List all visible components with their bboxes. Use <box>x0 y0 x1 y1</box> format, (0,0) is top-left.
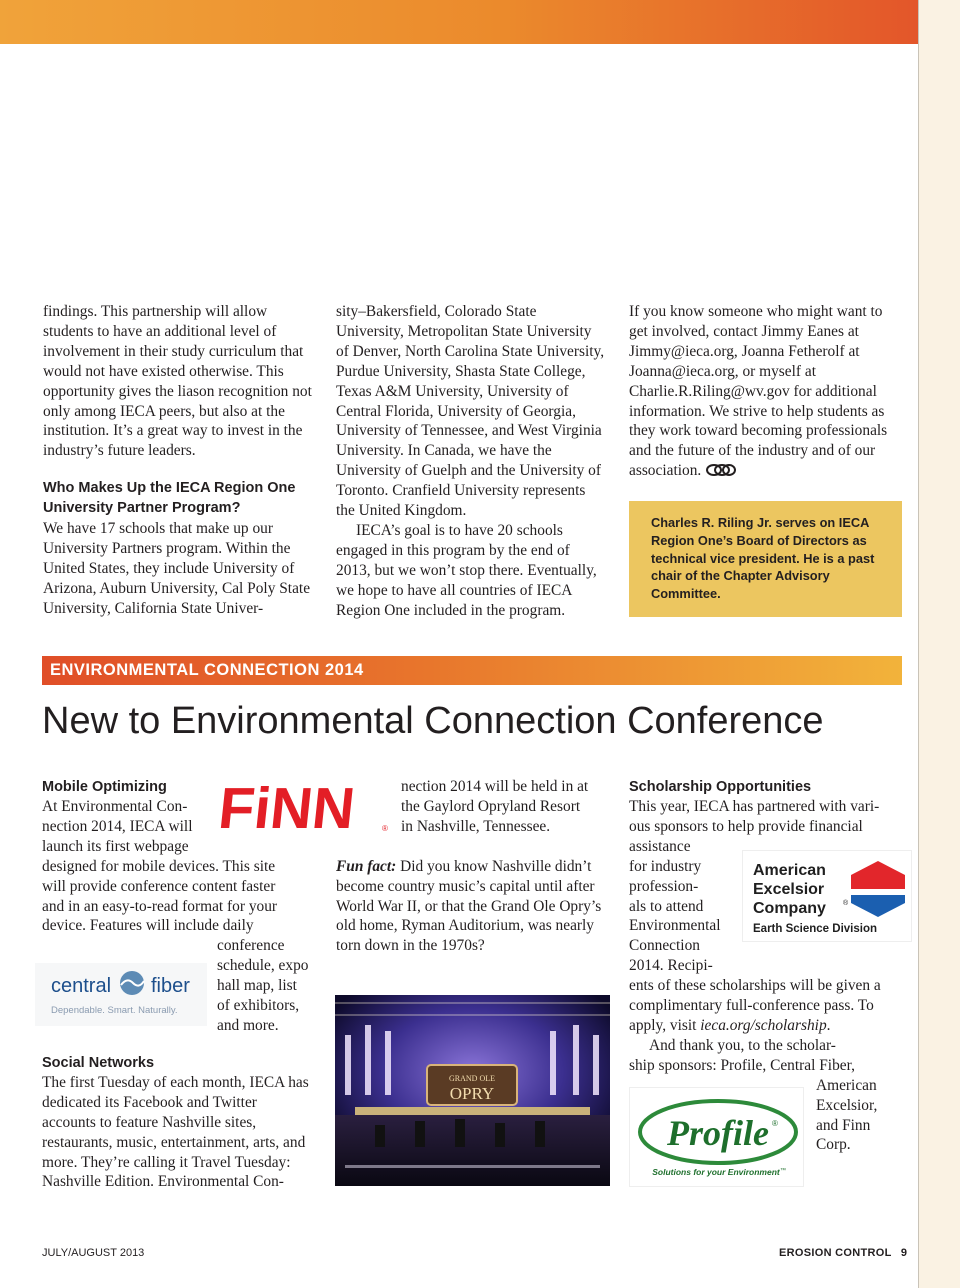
mobile-line: launch its first webpage <box>42 837 189 855</box>
ieca-end-mark-icon <box>705 464 737 476</box>
paragraph-text: If you know someone who might want to get involved, contact Jimmy Eanes at Jimmy@ieca.org, Joanna Fetherolf at Joanna@ieca.org, or myself at Charlie.R.Riling@wv.gov for additional information. We strive to help students as they work toward becoming professionals and the future of the industry and of our association. <box>629 303 888 480</box>
venue-line: the Gaylord Opryland Resort <box>401 797 581 815</box>
aec-line-3: Company <box>753 900 826 917</box>
scholar-line: complimentary full-conference pass. To <box>629 997 874 1015</box>
fiber-wordmark: fiber <box>151 975 190 997</box>
mobile-line: nection 2014, IECA will <box>42 817 193 835</box>
social-text: The first Tuesday of each month, IECA has dedicated its Facebook and Twitter accounts to feature Nashville sites, restaurants, music, entertainment, arts, and more. They’re calling it Travel Tuesday: Nashville Edition. Environmental Con- <box>42 1073 309 1191</box>
mobile-line: hall map, list <box>217 977 297 995</box>
profile-tagline: Solutions for your Environment <box>652 1167 780 1177</box>
mobile-line: and more. <box>217 1016 279 1034</box>
venue-line: in Nashville, Tennessee. <box>401 817 551 835</box>
profile-logo-graphic <box>630 1088 803 1186</box>
mobile-line: schedule, expo <box>217 957 309 975</box>
header-color-bar <box>0 0 918 44</box>
finn-wordmark: FiNN <box>220 781 358 835</box>
thanks-line: American <box>816 1076 877 1094</box>
mobile-line: At Environmental Con- <box>42 798 188 815</box>
apply-line: apply, visit ieca.org/scholarship. <box>629 1016 831 1034</box>
aec-line-1: American <box>753 862 826 879</box>
top-column-2 <box>336 302 608 621</box>
paragraph: findings. This partnership will allow students to have an additional level of involvement in their study curriculum that would not have existed otherwise. This opportunity gives the liason recognition not only among IECA peers, but also at the institution. It’s a great way to invest in the industry’s future leaders. <box>43 303 312 460</box>
author-bio-text: Charles R. Riling Jr. serves on IECA Region One’s Board of Directors as technical vice president. He is a past chair of the Chapter Advisory Committee. <box>651 515 875 602</box>
thanks-line: ship sponsors: Profile, Central Fiber, <box>629 1056 855 1074</box>
fun-fact-label: Fun fact: <box>336 857 397 875</box>
scholar-line: Environmental <box>629 917 721 935</box>
bottom-column-2 <box>336 777 611 956</box>
paragraph: We have 17 schools that make up our University Partners program. Within the United States, they include University of Arizona, Auburn University, Cal Poly State University, California State Univer- <box>43 520 311 617</box>
scholar-line: for industry <box>629 857 702 875</box>
footer-publication <box>779 1247 907 1259</box>
publication-name: EROSION CONTROL <box>779 1247 892 1259</box>
scholar-line: assistance <box>629 837 691 855</box>
scholar-line: ents of these scholarships will be given a <box>629 977 881 995</box>
paragraph: IECA’s goal is to have 20 schools engaged in this program by the end of 2013, but we won’t stop there. Eventually, we hope to have all countries of IECA Region One included in the program. <box>336 521 597 619</box>
thanks-line: Excelsior, <box>816 1096 878 1114</box>
author-bio-box <box>629 501 902 617</box>
opry-stage-illustration <box>335 995 610 1186</box>
footer-issue-date: JULY/AUGUST 2013 <box>42 1247 145 1259</box>
finn-registered-mark: ® <box>382 824 388 833</box>
opry-sign-top: GRAND OLE <box>449 1074 495 1083</box>
scholar-line: profession- <box>629 877 699 895</box>
mobile-line: device. Features will include daily <box>42 917 254 935</box>
central-wordmark: central <box>51 975 112 997</box>
central-fiber-logo <box>35 963 207 1026</box>
scholar-line: This year, IECA has partnered with vari- <box>629 798 880 815</box>
section-label: ENVIRONMENTAL CONNECTION 2014 <box>50 661 364 679</box>
thanks-line: And thank you, to the scholar- <box>649 1036 836 1054</box>
aec-registered-mark: ® <box>843 900 849 907</box>
profile-wordmark: Profile <box>667 1113 769 1153</box>
section-banner <box>42 656 902 685</box>
american-excelsior-logo-graphic <box>743 851 911 941</box>
mobile-line: and in an easy-to-read format for your <box>42 897 278 915</box>
section-heading: Who Makes Up the IECA Region One University Partner Program? <box>43 480 296 517</box>
aec-division: Earth Science Division <box>753 923 877 935</box>
scholarship-link[interactable]: ieca.org/scholarship <box>700 1016 827 1034</box>
top-column-1 <box>43 302 315 619</box>
paragraph <box>629 302 895 481</box>
profile-registered-mark: ® <box>772 1119 778 1128</box>
thanks-line: Corp. <box>816 1136 851 1154</box>
page-number: 9 <box>900 1247 908 1259</box>
top-column-3 <box>629 302 895 481</box>
scholar-line: ous sponsors to help provide financial <box>629 817 863 835</box>
mobile-line: conference <box>217 937 285 955</box>
thanks-line: and Finn <box>816 1116 871 1134</box>
mobile-heading: Mobile Optimizing <box>42 779 167 795</box>
opry-sign: OPRY <box>449 1084 495 1103</box>
page-edge-strip <box>918 0 960 1288</box>
aec-hexagon-icon <box>851 861 905 917</box>
mobile-line: of exhibitors, <box>217 997 300 1015</box>
venue-line: nection 2014 will be held in at <box>401 778 589 795</box>
fun-fact <box>336 857 608 957</box>
mobile-line: designed for mobile devices. This site <box>42 857 276 875</box>
scholar-line: als to attend <box>629 897 704 915</box>
central-fiber-logo-graphic <box>35 963 207 1026</box>
scholar-line: Connection <box>629 937 700 955</box>
scholar-line: 2014. Recipi- <box>629 957 713 975</box>
grand-ole-opry-photo <box>335 995 610 1186</box>
social-heading: Social Networks <box>42 1054 155 1071</box>
profile-tagline-mark: ™ <box>780 1168 786 1174</box>
american-excelsior-logo <box>742 850 912 942</box>
profile-logo <box>629 1087 804 1187</box>
paragraph: sity–Bakersfield, Colorado State University, Metropolitan State University of Denver, North Carolina State University, Purdue University, Shasta State College, Texas A&M University, University of Central Florida, University of Georgia, University of Tennessee, and West Virginia University. In Canada, we have the University of Guelph and the University of Toronto. Cranfield University represents the United Kingdom. <box>336 303 605 520</box>
mobile-line: will provide conference content faster <box>42 877 276 895</box>
aec-line-2: Excelsior <box>753 881 825 898</box>
scholarship-heading: Scholarship Opportunities <box>629 779 812 795</box>
fun-fact-text: Did you know Nashville didn’t become country music’s capital until after World War II, or that the Grand Ole Opry’s old home, Ryman Auditorium, was nearly torn down in the 1970s? <box>336 857 602 955</box>
central-fiber-tagline: Dependable. Smart. Naturally. <box>51 1005 178 1016</box>
page-headline: New to Environmental Connection Conference <box>42 700 824 742</box>
